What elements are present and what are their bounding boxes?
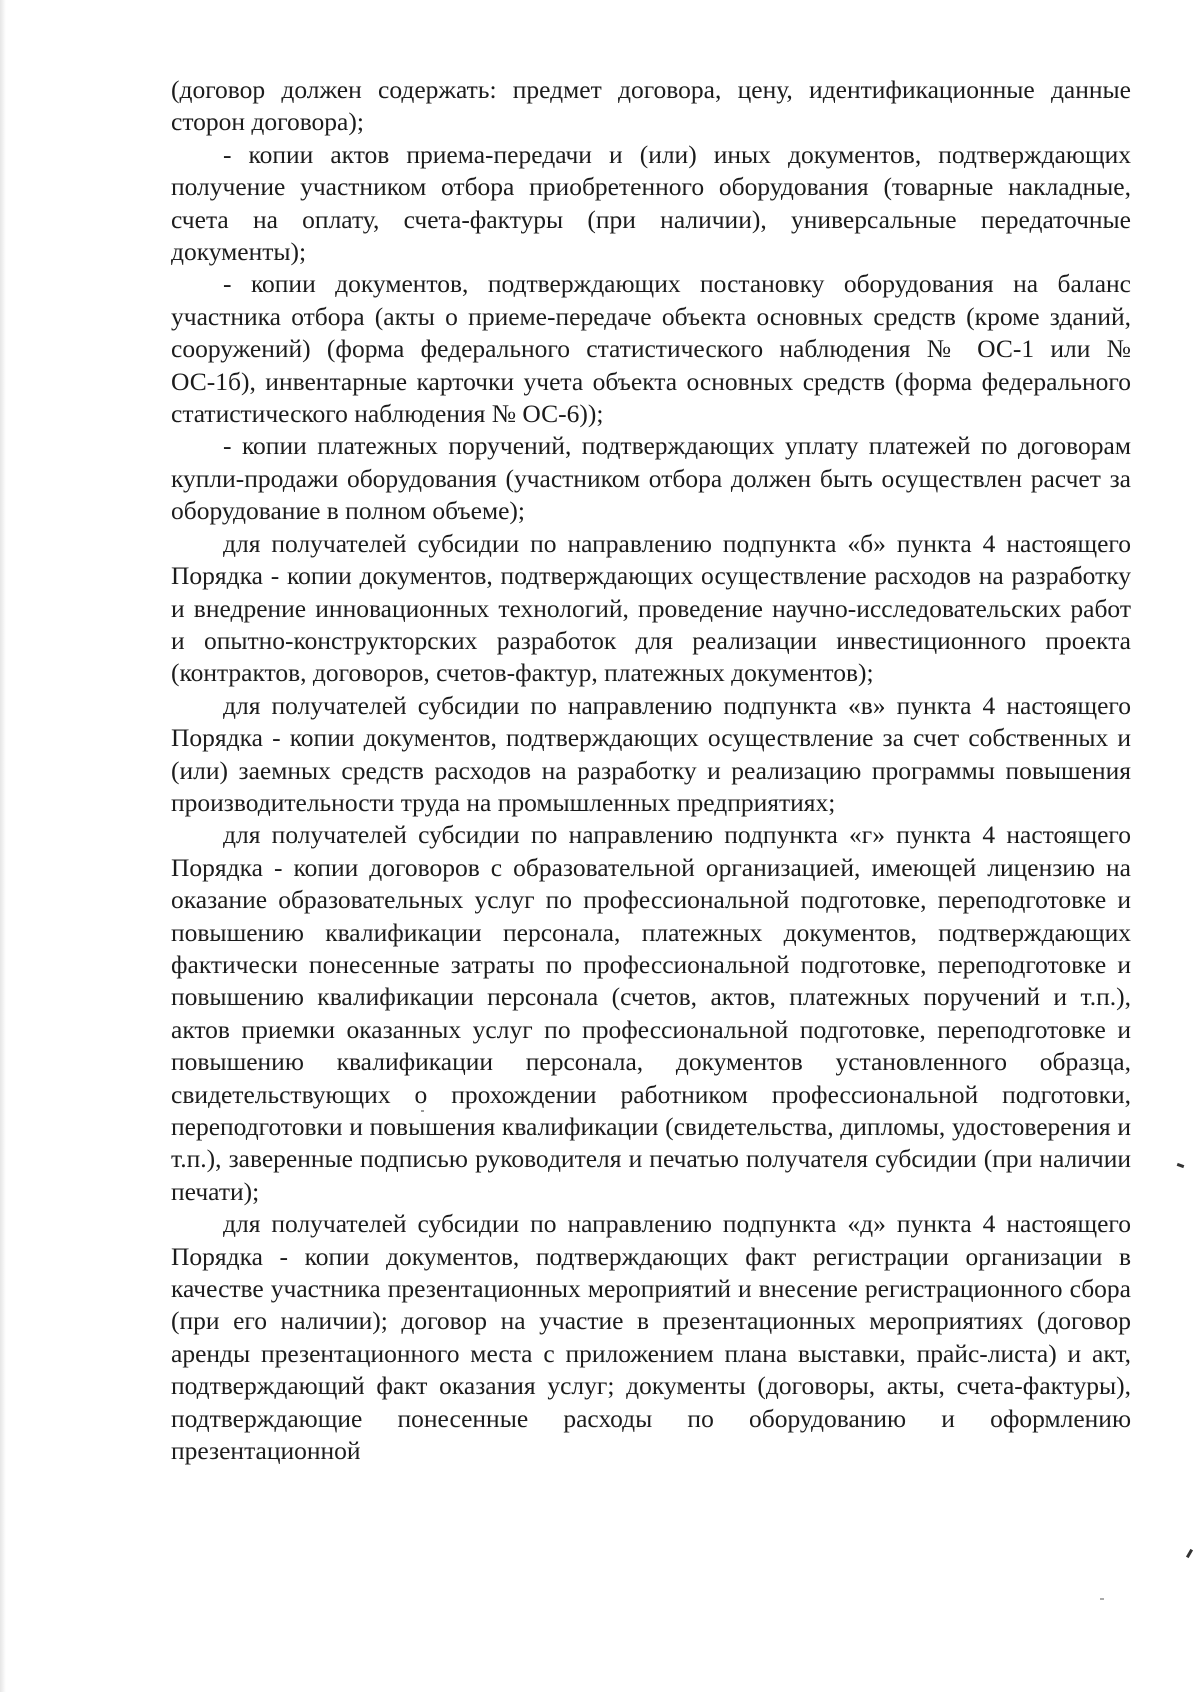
scan-speck bbox=[1100, 1598, 1104, 1600]
scan-edge-shadow bbox=[0, 0, 6, 1692]
document-body bbox=[171, 74, 1131, 1467]
paragraph-subitem-d: для получателей субсидии по направлению подпункта «д» пункта 4 настоящего Порядка - копии документов, подтверждающих факт регистрации организации в качестве участника презентационных мероприятий и внесение регистрационного сбора (при его наличии); договор на участие в презентационных мероприятиях (договор аренды презентационного места с приложением плана выставки, прайс-листа) и акт, подтверждающий факт оказания услуг; документы (договоры, акты, счета-фактуры), подтверждающие понесенные расходы по оборудованию и оформлению презентационной bbox=[171, 1209, 1131, 1466]
paragraph-subitem-g: для получателей субсидии по направлению подпункта «г» пункта 4 настоящего Порядка - копии договоров с образовательной организацией, имеющей лицензию на оказание образовательных услуг по профессиональной подготовке, переподготовке и повышению квалификации персонала, платежных документов, подтверждающих фактически понесенные затраты по профессиональной подготовке, переподготовке и повышению квалификации персонала (счетов, актов, платежных поручений и т.п.), актов приемки оказанных услуг по профессиональной подготовке, переподготовке и повышению квалификации персонала, документов установленного образца, свидетельствующих о прохождении работником профессиональной подготовки, переподготовки и повышения квалификации (свидетельства, дипломы, удостоверения и т.п.), заверенные подписью руководителя и печатью получателя субсидии (при наличии печати); bbox=[171, 820, 1131, 1206]
paragraph-transfer-acts: - копии актов приема-передачи и (или) иных документов, подтверждающих получение участником отбора приобретенного оборудования (товарные накладные, счета на оплату, счета-фактуры (при наличии), универсальные передаточные документы); bbox=[171, 139, 1131, 267]
paragraph-subitem-v: для получателей субсидии по направлению подпункта «в» пункта 4 настоящего Порядка - копии документов, подтверждающих осуществление за счет собственных и (или) заемных средств расходов на разработку и реализацию программы повышения производительности труда на промышленных предприятиях; bbox=[171, 690, 1131, 817]
paragraph-contract-contents: (договор должен содержать: предмет договора, цену, идентификационные данные сторон договора); bbox=[171, 75, 1131, 137]
paragraph-subitem-b: для получателей субсидии по направлению подпункта «б» пункта 4 настоящего Порядка - копии документов, подтверждающих осуществление расходов на разработку и внедрение инновационных технологий, проведение научно-исследовательских работ и опытно-конструкторских разработок для реализации инвестиционного проекта (контрактов, договоров, счетов-фактур, платежных документов); bbox=[171, 528, 1131, 688]
scan-speck bbox=[421, 1110, 424, 1112]
paragraph-payment-orders: - копии платежных поручений, подтверждающих уплату платежей по договорам купли-продажи оборудования (участником отбора должен быть осуществлен расчет за оборудование в полном объеме); bbox=[171, 431, 1131, 526]
scan-speck bbox=[1177, 1163, 1185, 1168]
paragraph-balance-documents: - копии документов, подтверждающих постановку оборудования на баланс участника отбора (акты о приеме-передаче объекта основных средств (кроме зданий, сооружений) (форма федерального статистического наблюдения № ОС-1 или № ОС-1б), инвентарные карточки учета объекта основных средств (форма федерального статистического наблюдения № ОС-6)); bbox=[171, 269, 1131, 429]
scan-speck bbox=[1186, 1549, 1193, 1558]
